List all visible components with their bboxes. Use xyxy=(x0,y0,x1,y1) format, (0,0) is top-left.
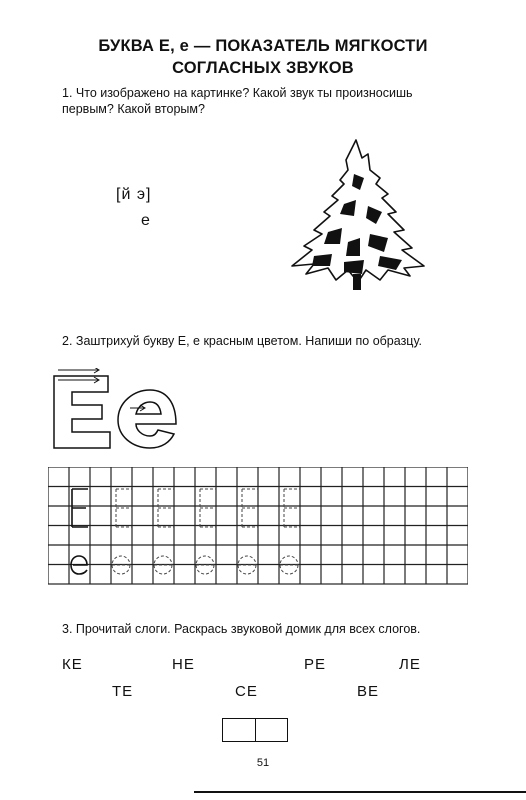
page-title-line-2: СОГЛАСНЫХ ЗВУКОВ xyxy=(172,59,354,77)
syllable: ЛЕ xyxy=(399,656,421,673)
task-3-text: 3. Прочитай слоги. Раскрась звуковой домик для всех слогов. xyxy=(62,622,421,636)
sound-transcription: [й э] xyxy=(116,186,152,203)
syllable: СЕ xyxy=(235,683,258,700)
sample-letter-lower xyxy=(71,556,87,574)
page-title-line-1: БУКВА Е, е — ПОКАЗАТЕЛЬ МЯГКОСТИ xyxy=(98,37,428,55)
task-2-text: 2. Заштрихуй букву Е, е красным цветом. Напиши по образцу. xyxy=(62,334,422,348)
task-1-text xyxy=(62,86,482,117)
syllable: НЕ xyxy=(172,656,195,673)
sound-house-cell[interactable] xyxy=(256,719,288,741)
syllable: КЕ xyxy=(62,656,83,673)
fir-tree-picture xyxy=(284,134,434,294)
big-letter-outline xyxy=(50,368,180,450)
sample-letter-upper xyxy=(72,489,88,527)
footer-rule xyxy=(194,791,526,793)
writing-grid xyxy=(48,467,468,587)
task-1-line-2: первым? Какой вторым? xyxy=(62,101,205,116)
syllable: ТЕ xyxy=(112,683,134,700)
transcription-letter: е xyxy=(141,212,150,229)
syllable: ВЕ xyxy=(357,683,380,700)
task-1-line-1: 1. Что изображено на картинке? Какой звук ты произносишь xyxy=(62,86,413,100)
syllable: РЕ xyxy=(304,656,327,673)
dotted-letters-upper xyxy=(116,489,300,527)
page-number: 51 xyxy=(256,757,270,769)
sound-house-cell[interactable] xyxy=(223,719,256,741)
sound-house[interactable] xyxy=(222,718,288,742)
